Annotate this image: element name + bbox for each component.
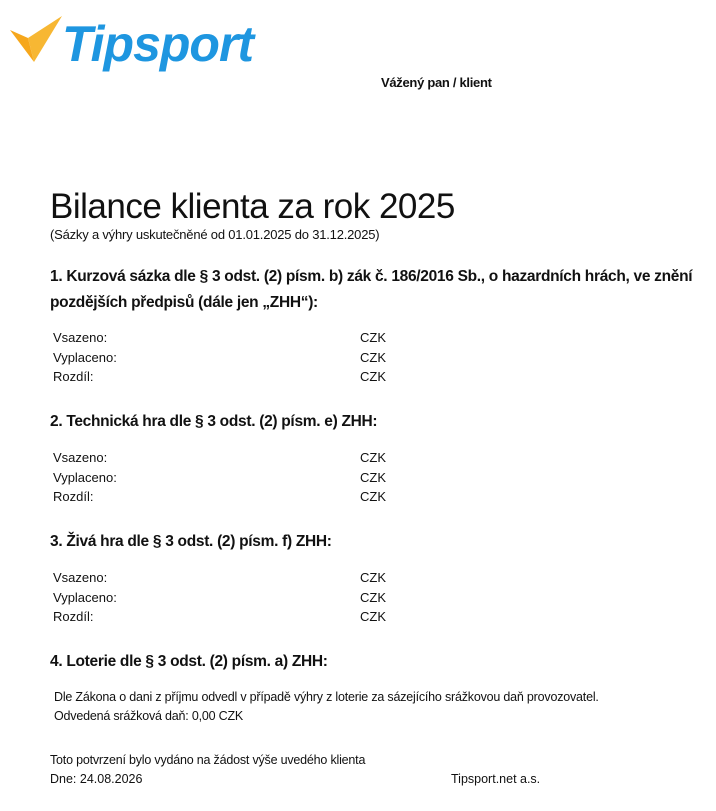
recipient-salutation: Vážený pan / klient <box>381 75 492 90</box>
section-3-row-staked <box>53 568 393 588</box>
row-label: Vyplaceno: <box>53 589 117 605</box>
lottery-text <box>54 688 599 726</box>
logo-wordmark: Tipsport <box>62 16 254 72</box>
row-label: Vsazeno: <box>53 330 108 345</box>
section-1-row-paid <box>53 348 393 368</box>
row-label: Rozdíl: <box>53 489 94 504</box>
section-3-rows <box>53 568 393 627</box>
section-4-heading: 4. Loterie dle § 3 odst. (2) písm. a) ZHH: <box>50 653 328 670</box>
section-1-heading-line2: pozdějších předpisů (dále jen „ZHH“): <box>50 294 318 311</box>
row-currency: CZK <box>360 570 386 585</box>
row-currency: CZK <box>360 330 386 345</box>
section-1-row-staked <box>53 328 393 348</box>
row-currency: CZK <box>360 489 386 504</box>
section-2-row-paid <box>53 468 393 488</box>
lottery-tax-line: Odvedená srážková daň: 0,00 CZK <box>54 709 244 723</box>
section-1-heading-line1: 1. Kurzová sázka dle § 3 odst. (2) písm. b) zák č. 186/2016 Sb., o hazardních hrách, ve znění <box>50 268 693 285</box>
section-2-heading: 2. Technická hra dle § 3 odst. (2) písm. e) ZHH: <box>50 413 378 430</box>
lottery-text-line1: Dle Zákona o dani z příjmu odvedl v případě výhry z loterie za sázejícího srážkovou daň provozovatel. <box>54 690 599 704</box>
tipsport-logo <box>8 12 268 74</box>
row-currency: CZK <box>360 450 386 465</box>
page-subtitle: (Sázky a výhry uskutečněné od 01.01.2025 do 31.12.2025) <box>50 227 380 242</box>
footer-date: Dne: 24.08.2026 <box>50 772 143 786</box>
section-2-rows <box>53 448 393 507</box>
row-currency: CZK <box>360 469 386 485</box>
row-currency: CZK <box>360 369 386 384</box>
row-label: Vyplaceno: <box>53 349 117 365</box>
row-label: Rozdíl: <box>53 609 94 624</box>
section-2-row-staked <box>53 448 393 468</box>
row-currency: CZK <box>360 589 386 605</box>
row-currency: CZK <box>360 609 386 624</box>
footer-note: Toto potvrzení bylo vydáno na žádost výše uvedého klienta <box>50 753 366 767</box>
section-2-row-difference <box>53 487 393 507</box>
row-label: Rozdíl: <box>53 369 94 384</box>
row-label: Vyplaceno: <box>53 469 117 485</box>
section-1-rows <box>53 328 393 387</box>
row-currency: CZK <box>360 349 386 365</box>
section-1-heading <box>50 264 692 316</box>
section-1-row-difference <box>53 367 393 387</box>
row-label: Vsazeno: <box>53 570 108 585</box>
check-mark-logo-icon <box>8 12 64 68</box>
section-3-heading: 3. Živá hra dle § 3 odst. (2) písm. f) ZHH: <box>50 533 332 550</box>
section-3-row-difference <box>53 607 393 627</box>
section-3-row-paid <box>53 588 393 608</box>
row-label: Vsazeno: <box>53 450 108 465</box>
footer-company: Tipsport.net a.s. <box>451 772 541 786</box>
page-title: Bilance klienta za rok 2025 <box>50 187 455 226</box>
